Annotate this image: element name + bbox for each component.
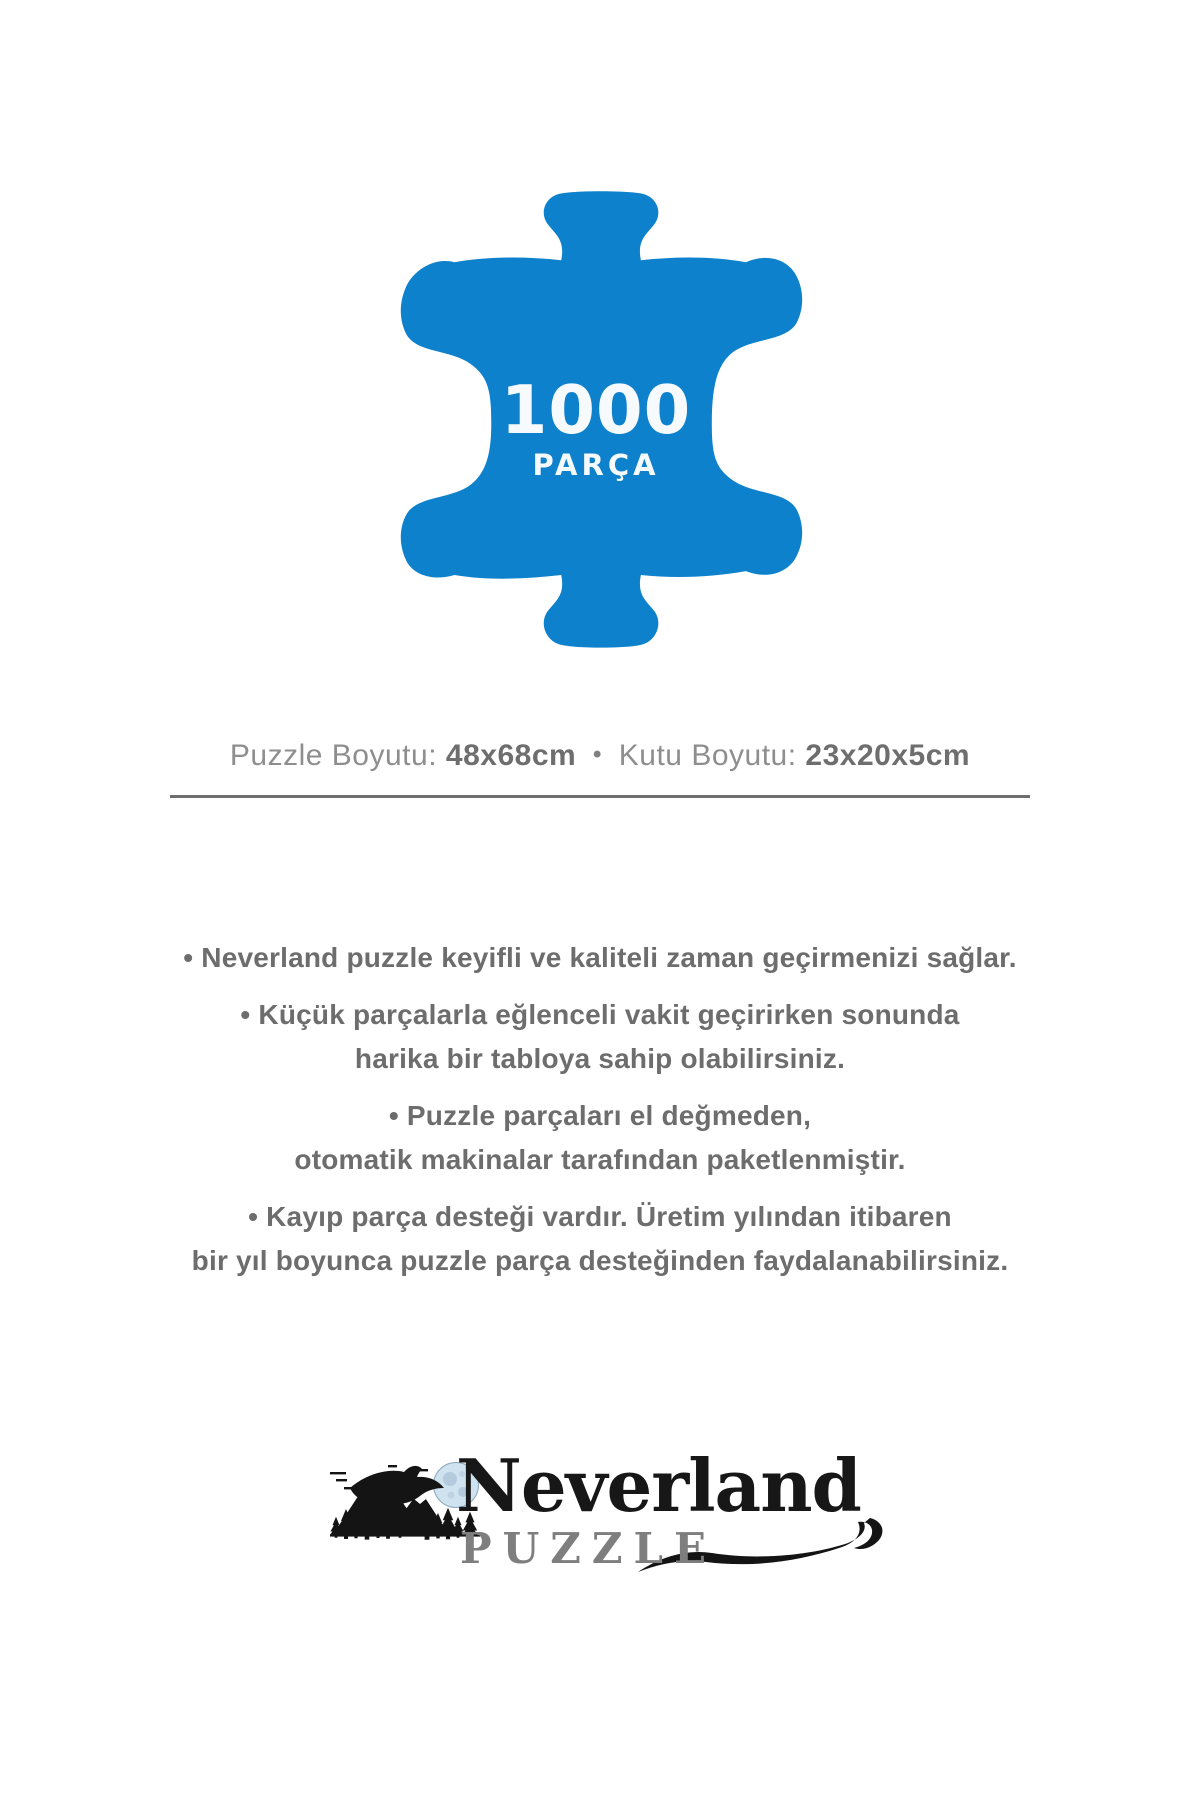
feature-list bbox=[0, 936, 1200, 1283]
puzzle-size-label: Puzzle Boyutu: bbox=[229, 739, 438, 772]
puzzle-size-value: 48x68cm bbox=[445, 739, 577, 772]
brand-subtitle: PUZZLE bbox=[460, 1524, 718, 1573]
feature-line: • Puzzle parçaları el değmeden, bbox=[388, 1100, 812, 1131]
piece-count: 1000 bbox=[500, 371, 692, 449]
feature-line: harika bir tabloya sahip olabilirsiniz. bbox=[354, 1043, 846, 1074]
piece-count-text bbox=[391, 371, 801, 482]
feature-line: bir yıl boyunca puzzle parça desteğinden faydalanabilirsiniz. bbox=[191, 1245, 1009, 1276]
divider-line bbox=[170, 795, 1030, 798]
piece-count-badge bbox=[398, 185, 808, 660]
brand-logo bbox=[330, 1443, 900, 1602]
feature-line: • Kayıp parça desteği vardır. Üretim yılından itibaren bbox=[248, 1201, 952, 1232]
piece-count-unit: PARÇA bbox=[532, 448, 660, 482]
feature-line: otomatik makinalar tarafından paketlenmiştir. bbox=[294, 1144, 906, 1175]
feature-line: • Neverland puzzle keyifli ve kaliteli zaman geçirmenizi sağlar. bbox=[183, 942, 1017, 973]
feature-line: • Küçük parçalarla eğlenceli vakit geçirirken sonunda bbox=[240, 999, 960, 1030]
box-size-value: 23x20x5cm bbox=[805, 739, 971, 772]
box-size-label: Kutu Boyutu: bbox=[618, 739, 797, 772]
separator-dot: • bbox=[593, 741, 602, 768]
dimensions-line bbox=[0, 739, 1200, 773]
brand-name: Neverland bbox=[456, 1443, 861, 1528]
